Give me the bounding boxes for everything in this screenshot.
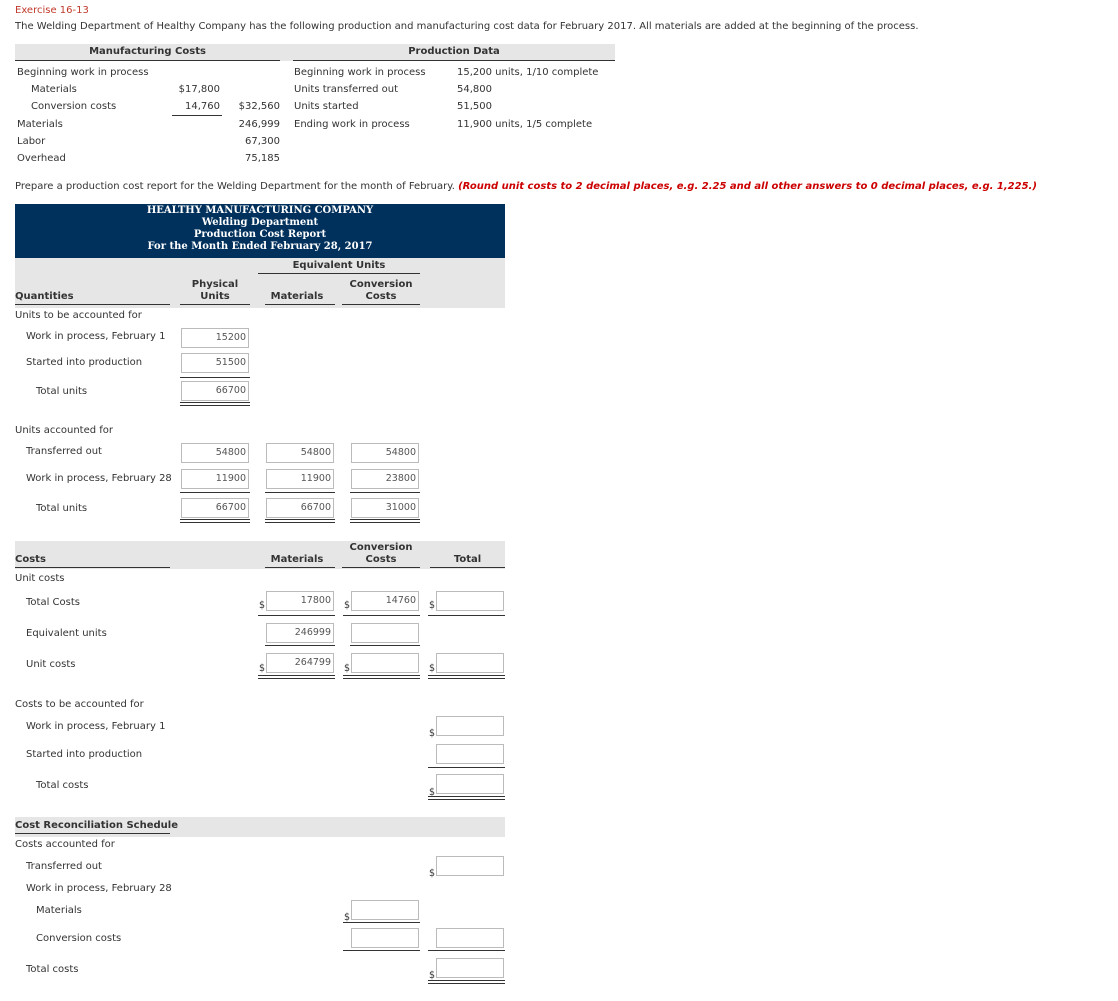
r-wip-feb28-label: Work in process, February 28 — [26, 883, 172, 894]
instructions — [15, 181, 1037, 192]
mc-materials2-label: Materials — [17, 119, 63, 130]
dollar-sign: $ — [429, 728, 436, 739]
report-company: HEALTHY MANUFACTURING COMPANY — [146, 205, 374, 216]
accounted-total-materials-input[interactable] — [266, 498, 334, 518]
r-conversion-input[interactable] — [351, 928, 419, 948]
wip-feb28-label: Work in process, February 28 — [26, 473, 172, 484]
total-units-physical-input[interactable] — [181, 381, 249, 401]
mc-overhead-amount: 75,185 — [245, 153, 280, 164]
dollar-sign: $ — [344, 912, 351, 923]
dollar-sign: $ — [344, 600, 351, 611]
conversion-col-header: Conversion Costs — [349, 279, 413, 302]
r-total-costs-label: Total costs — [26, 964, 79, 975]
unit-costs-heading: Unit costs — [15, 573, 65, 584]
quantities-header: Quantities — [15, 291, 74, 302]
ca-total-costs-input[interactable] — [436, 774, 504, 794]
pd-ewip-label: Ending work in process — [294, 119, 410, 130]
costs-to-account-label: Costs to be accounted for — [15, 699, 144, 710]
dollar-sign: $ — [429, 868, 436, 879]
r-total-costs-input[interactable] — [436, 958, 504, 978]
transferred-physical-input[interactable] — [181, 443, 249, 463]
equivalent-units-header: Equivalent Units — [292, 260, 386, 271]
dollar-sign: $ — [429, 970, 436, 981]
wip-feb1-label: Work in process, February 1 — [26, 331, 166, 342]
report-name: Production Cost Report — [193, 229, 327, 240]
wip-feb28-physical-input[interactable] — [181, 469, 249, 489]
ca-wip-feb1-input[interactable] — [436, 716, 504, 736]
mc-conversion-label: Conversion costs — [31, 101, 117, 112]
mc-bwip-label: Beginning work in process — [17, 67, 149, 78]
accounted-total-units-label: Total units — [36, 503, 88, 514]
r-transferred-label: Transferred out — [26, 861, 102, 872]
r-conversion-total-input[interactable] — [436, 928, 504, 948]
ca-started-input[interactable] — [436, 744, 504, 764]
costs-total-header: Total — [453, 554, 482, 565]
pd-started-value: 51,500 — [457, 101, 492, 112]
dollar-sign: $ — [259, 600, 266, 611]
equiv-units-materials-input[interactable] — [266, 623, 334, 643]
total-units-label: Total units — [36, 386, 88, 397]
started-label: Started into production — [26, 357, 143, 368]
units-to-account-label: Units to be accounted for — [15, 310, 142, 321]
transferred-conversion-input[interactable] — [351, 443, 419, 463]
report-header — [15, 204, 505, 255]
physical-units-header: Physical Units — [191, 279, 239, 302]
accounted-total-conversion-input[interactable] — [351, 498, 419, 518]
report-period: For the Month Ended February 28, 2017 — [147, 241, 373, 252]
costs-materials-header: Materials — [270, 554, 324, 565]
pd-transferred-value: 54,800 — [457, 84, 492, 95]
transferred-materials-input[interactable] — [266, 443, 334, 463]
r-conversion-label: Conversion costs — [36, 933, 122, 944]
wip-feb1-physical-input[interactable] — [181, 328, 249, 348]
mc-materials-amount: $17,800 — [178, 84, 220, 95]
pd-bwip-value: 15,200 units, 1/10 complete — [457, 67, 599, 78]
dollar-sign: $ — [344, 663, 351, 674]
total-costs-conversion-input[interactable] — [351, 591, 419, 611]
pd-bwip-label: Beginning work in process — [294, 67, 426, 78]
report-dept: Welding Department — [201, 217, 319, 228]
mc-conversion-amount: 14,760 — [185, 101, 220, 112]
recon-header: Cost Reconciliation Schedule — [15, 820, 178, 831]
exercise-intro: The Welding Department of Healthy Company has the following production and manufacturing cost data for February 2017. All materials are added at the beginning of the process. — [15, 21, 919, 32]
mc-materials2-amount: 246,999 — [238, 119, 280, 130]
dollar-sign: $ — [429, 787, 436, 798]
equiv-units-conversion-input[interactable] — [351, 623, 419, 643]
dollar-sign: $ — [259, 663, 266, 674]
instructions-text: Prepare a production cost report for the Welding Department for the month of February. — [15, 181, 455, 192]
wip-feb28-materials-input[interactable] — [266, 469, 334, 489]
manufacturing-costs-header: Manufacturing Costs — [89, 46, 206, 57]
started-physical-input[interactable] — [181, 353, 249, 373]
total-costs-materials-input[interactable] — [266, 591, 334, 611]
mc-labor-amount: 67,300 — [245, 136, 280, 147]
costs-accounted-label: Costs accounted for — [15, 839, 115, 850]
unit-costs-row-label: Unit costs — [26, 659, 76, 670]
rounding-note: (Round unit costs to 2 decimal places, e.g. 2.25 and all other answers to 0 decimal places, e.g. 1,225.) — [458, 181, 1037, 192]
accounted-total-physical-input[interactable] — [181, 498, 249, 518]
unit-costs-materials-input[interactable] — [266, 653, 334, 673]
dollar-sign: $ — [429, 600, 436, 611]
transferred-out-label: Transferred out — [26, 446, 102, 457]
r-materials-label: Materials — [36, 905, 82, 916]
total-costs-row-label: Total Costs — [26, 597, 80, 608]
costs-conversion-header: Conversion Costs — [349, 542, 413, 565]
unit-costs-conversion-input[interactable] — [351, 653, 419, 673]
production-data-header: Production Data — [408, 46, 500, 57]
r-materials-input[interactable] — [351, 900, 419, 920]
mc-bwip-total: $32,560 — [238, 101, 280, 112]
wip-feb28-conversion-input[interactable] — [351, 469, 419, 489]
pd-started-label: Units started — [294, 101, 359, 112]
r-transferred-input[interactable] — [436, 856, 504, 876]
dollar-sign: $ — [429, 663, 436, 674]
pd-transferred-label: Units transferred out — [294, 84, 399, 95]
mc-materials-label: Materials — [31, 84, 77, 95]
mc-labor-label: Labor — [17, 136, 46, 147]
ca-wip-feb1-label: Work in process, February 1 — [26, 721, 166, 732]
costs-header: Costs — [15, 554, 46, 565]
equivalent-units-row-label: Equivalent units — [26, 628, 107, 639]
ca-started-label: Started into production — [26, 749, 143, 760]
materials-col-header: Materials — [270, 291, 324, 302]
exercise-title: Exercise 16-13 — [15, 5, 89, 16]
total-costs-total-input[interactable] — [436, 591, 504, 611]
mc-overhead-label: Overhead — [17, 153, 66, 164]
pd-ewip-value: 11,900 units, 1/5 complete — [457, 119, 593, 130]
unit-costs-total-input[interactable] — [436, 653, 504, 673]
ca-total-costs-label: Total costs — [36, 780, 89, 791]
units-accounted-label: Units accounted for — [15, 425, 114, 436]
